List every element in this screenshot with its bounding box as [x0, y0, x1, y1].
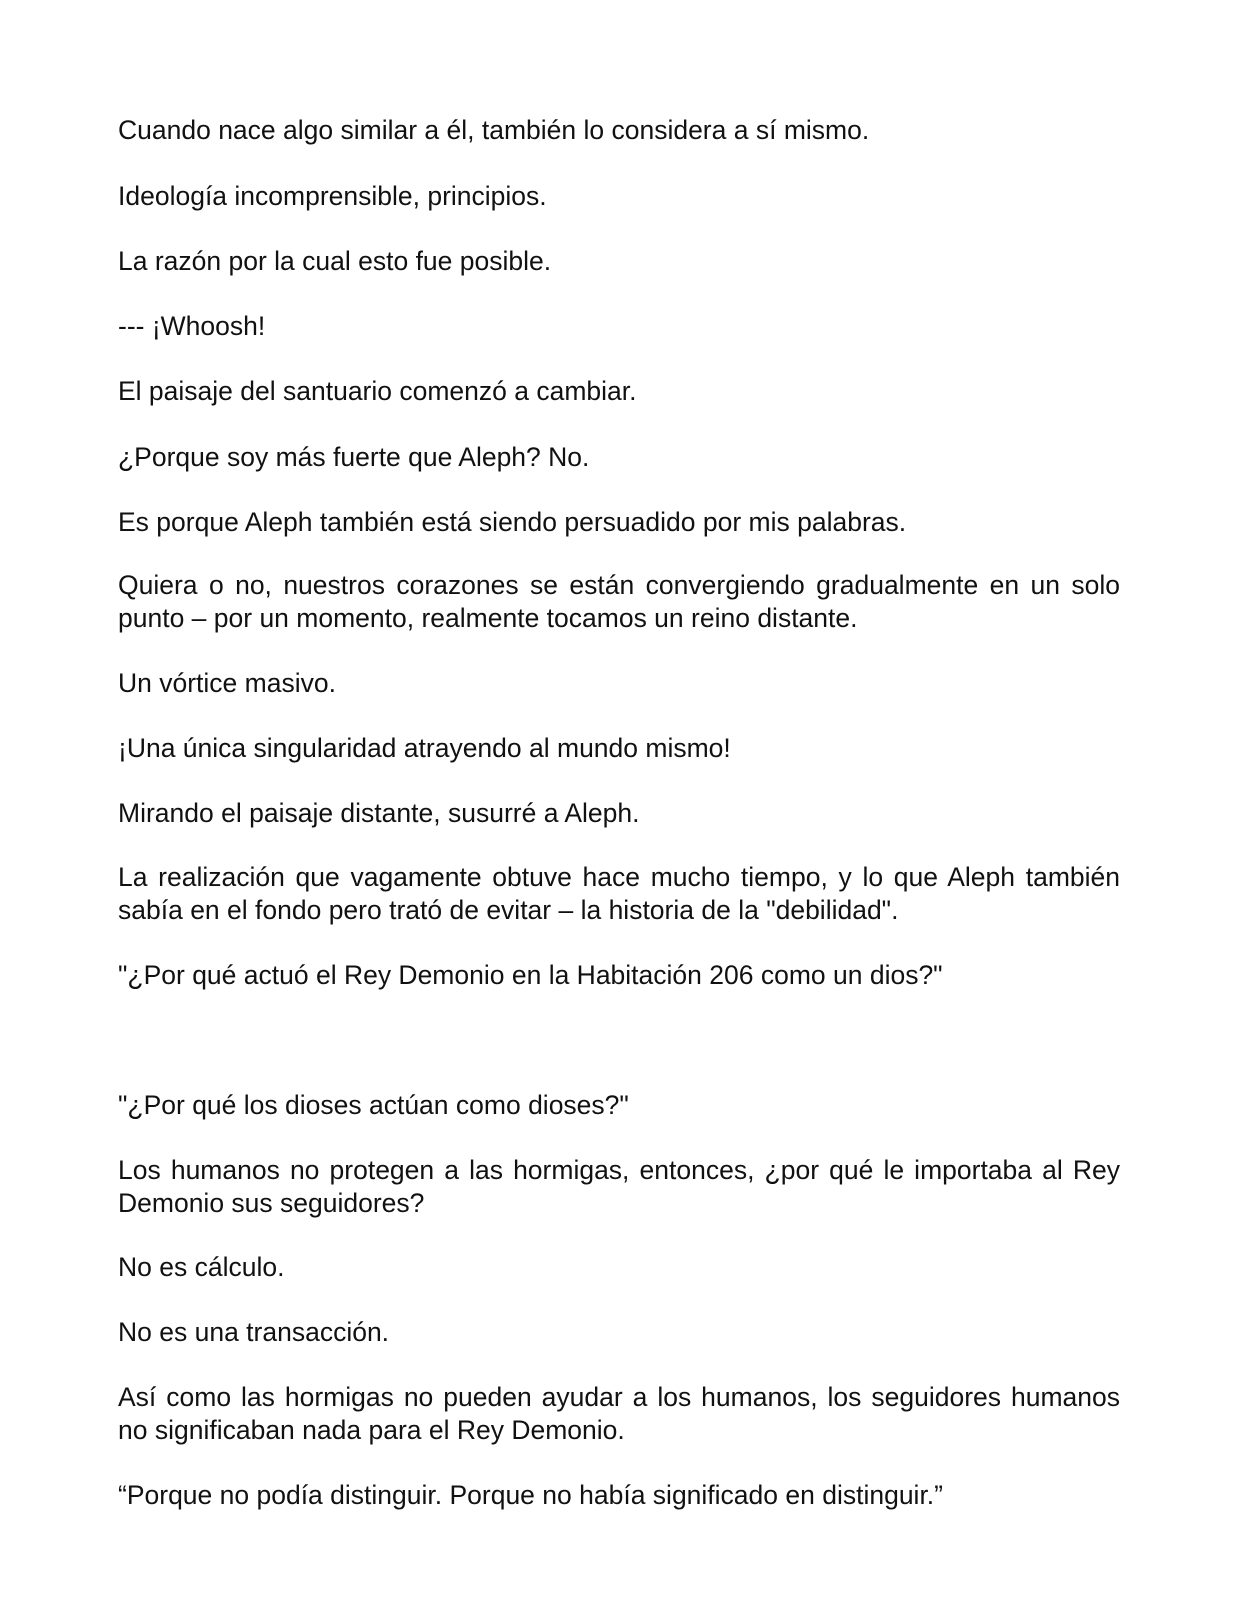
- paragraph-1: Cuando nace algo similar a él, también lo considera a sí mismo.: [118, 115, 870, 145]
- paragraph-18: Así como las hormigas no pueden ayudar a los humanos, los seguidores humanos no significaban nada para el Rey Demonio.: [118, 1382, 1120, 1445]
- paragraph-7: Es porque Aleph también está siendo persuadido por mis palabras.: [118, 507, 907, 537]
- paragraph-15: Los humanos no protegen a las hormigas, entonces, ¿por qué le importaba al Rey Demonio sus seguidores?: [118, 1155, 1120, 1218]
- paragraph-16: No es cálculo.: [118, 1252, 285, 1282]
- paragraph-3: La razón por la cual esto fue posible.: [118, 246, 552, 276]
- paragraph-13: "¿Por qué actuó el Rey Demonio en la Habitación 206 como un dios?": [118, 960, 943, 990]
- paragraph-19: “Porque no podía distinguir. Porque no había significado en distinguir.”: [118, 1480, 943, 1510]
- paragraph-10: ¡Una única singularidad atrayendo al mundo mismo!: [118, 733, 731, 763]
- paragraph-5: El paisaje del santuario comenzó a cambiar.: [118, 376, 637, 406]
- paragraph-8: Quiera o no, nuestros corazones se están convergiendo gradualmente en un solo punto – por un momento, realmente tocamos un reino distante.: [118, 570, 1120, 633]
- paragraph-12: La realización que vagamente obtuve hace mucho tiempo, y lo que Aleph también sabía en el fondo pero trató de evitar – la historia de la "debilidad".: [118, 862, 1120, 925]
- paragraph-2: Ideología incomprensible, principios.: [118, 181, 547, 211]
- paragraph-11: Mirando el paisaje distante, susurré a Aleph.: [118, 798, 640, 828]
- paragraph-4: --- ¡Whoosh!: [118, 311, 266, 341]
- paragraph-17: No es una transacción.: [118, 1317, 390, 1347]
- paragraph-6: ¿Porque soy más fuerte que Aleph? No.: [118, 442, 590, 472]
- paragraph-14: "¿Por qué los dioses actúan como dioses?": [118, 1090, 629, 1120]
- paragraph-9: Un vórtice masivo.: [118, 668, 336, 698]
